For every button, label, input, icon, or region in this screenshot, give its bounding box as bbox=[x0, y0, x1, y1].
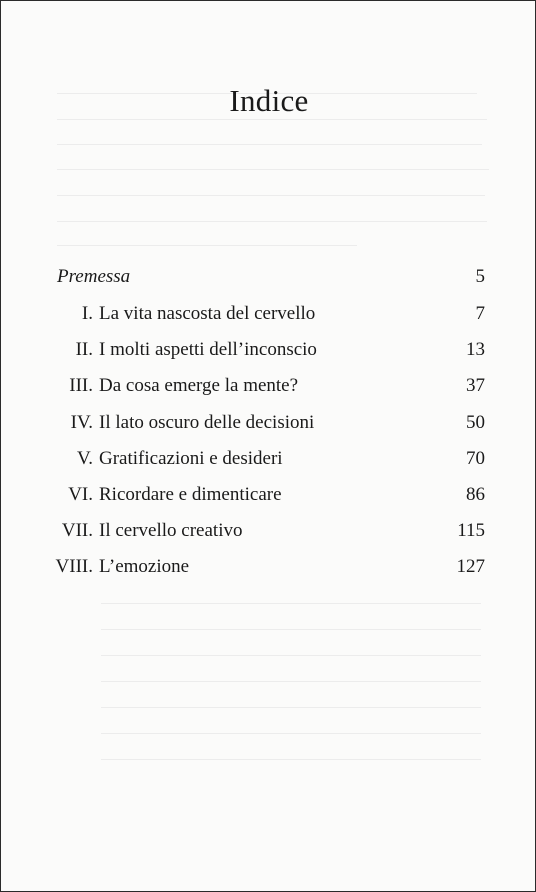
toc-entry bbox=[57, 553, 485, 589]
show-through-line bbox=[101, 603, 481, 604]
toc-entry-number: III. bbox=[69, 375, 93, 397]
toc-entry bbox=[57, 263, 485, 300]
toc-entry-number: II. bbox=[75, 339, 93, 361]
toc-entry bbox=[57, 409, 485, 445]
show-through-line bbox=[57, 144, 482, 145]
toc-entry-page: 70 bbox=[466, 447, 485, 469]
toc-entry bbox=[57, 300, 485, 336]
toc-entry-page: 5 bbox=[475, 266, 485, 287]
toc-entry-label: Il cervello creativo bbox=[99, 520, 243, 542]
toc-entry-page: 86 bbox=[466, 483, 485, 505]
toc-entry-page: 37 bbox=[466, 375, 485, 397]
toc-entry-label: Il lato oscuro delle decisioni bbox=[99, 411, 315, 433]
toc-entry-page: 13 bbox=[466, 339, 485, 361]
toc-entry bbox=[57, 336, 485, 372]
toc-entry-number: VI. bbox=[68, 483, 93, 505]
toc-entry-page: 115 bbox=[457, 520, 485, 542]
page-title: Indice bbox=[229, 83, 309, 118]
toc-entry-number: I. bbox=[81, 303, 93, 324]
toc-entry-number: V. bbox=[76, 447, 93, 469]
show-through-line bbox=[101, 707, 481, 708]
show-through-line bbox=[57, 221, 487, 222]
show-through-line bbox=[101, 681, 481, 682]
toc-entry-label: La vita nascosta del cervello bbox=[99, 303, 316, 324]
toc-entry-label: I molti aspetti dell’inconscio bbox=[99, 339, 317, 361]
toc-entry-number: VII. bbox=[61, 520, 93, 542]
toc-entry-label: Premessa bbox=[57, 266, 131, 287]
toc-entry bbox=[57, 517, 485, 553]
toc-entry-label: Gratificazioni e desideri bbox=[99, 447, 283, 469]
show-through-line bbox=[101, 733, 481, 734]
table-of-contents bbox=[57, 263, 485, 590]
toc-entry-number: IV. bbox=[70, 411, 93, 433]
show-through-line bbox=[101, 655, 481, 656]
show-through-line bbox=[57, 195, 485, 196]
show-through-line bbox=[101, 759, 481, 760]
toc-entry-label: L’emozione bbox=[99, 556, 190, 578]
toc-entry-number: VIII. bbox=[55, 556, 93, 578]
show-through-line bbox=[57, 169, 489, 170]
show-through-line bbox=[57, 119, 487, 120]
toc-entry-page: 127 bbox=[456, 556, 485, 578]
toc-entry-page: 50 bbox=[466, 411, 485, 433]
toc-entry-page: 7 bbox=[475, 303, 485, 324]
show-through-line bbox=[57, 245, 357, 246]
toc-entry bbox=[57, 445, 485, 481]
toc-entry-label: Ricordare e dimenticare bbox=[99, 483, 282, 505]
toc-entry bbox=[57, 372, 485, 408]
toc-entry bbox=[57, 481, 485, 517]
show-through-line bbox=[101, 629, 481, 630]
toc-entry-label: Da cosa emerge la mente? bbox=[99, 375, 299, 397]
